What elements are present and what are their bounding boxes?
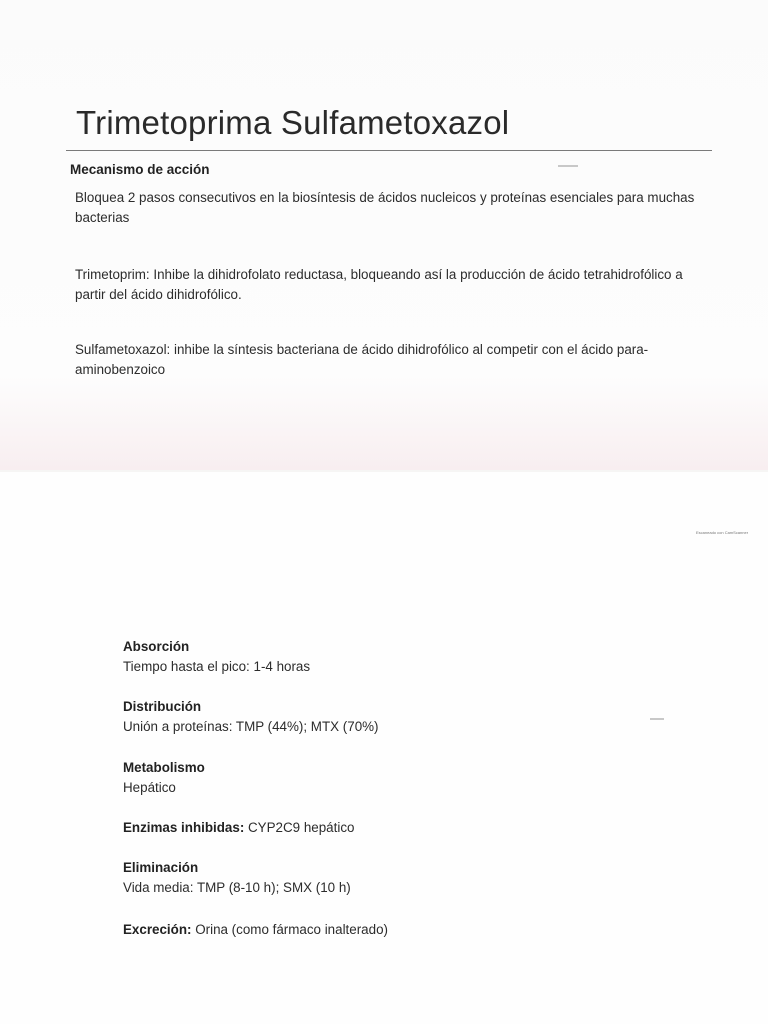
pk-eliminacion	[123, 858, 351, 898]
title-underline	[66, 150, 712, 151]
pk-enzimas	[123, 818, 354, 838]
pk-metabolismo-label: Metabolismo	[123, 760, 205, 775]
pk-metabolismo	[123, 758, 205, 798]
pk-absorcion	[123, 637, 310, 677]
pk-eliminacion-label: Eliminación	[123, 860, 199, 875]
pk-excrecion-value: Orina (como fármaco inalterado)	[195, 922, 388, 937]
paragraph-trimetoprim: Trimetoprim: Inhibe la dihidrofolato reductasa, bloqueando así la producción de ácido tetrahidrofólico a partir del ácido dihidrofólico.	[75, 267, 683, 302]
pk-excrecion-label: Excreción:	[123, 922, 192, 937]
page-title: Trimetoprima Sulfametoxazol	[76, 104, 510, 141]
pk-enzimas-label: Enzimas inhibidas:	[123, 820, 245, 835]
section-heading-mecanismo: Mecanismo de acción	[70, 162, 210, 177]
pk-distribucion-value: Unión a proteínas: TMP (44%); MTX (70%)	[123, 719, 379, 734]
pk-eliminacion-value: Vida media: TMP (8-10 h); SMX (10 h)	[123, 880, 351, 895]
paragraph-bloquea: Bloquea 2 pasos consecutivos en la biosíntesis de ácidos nucleicos y proteínas esenciales para muchas bacterias	[75, 190, 695, 225]
pk-absorcion-value: Tiempo hasta el pico: 1-4 horas	[123, 659, 311, 674]
pk-absorcion-label: Absorción	[123, 639, 190, 654]
pk-metabolismo-value: Hepático	[123, 780, 176, 795]
pk-excrecion	[123, 920, 388, 940]
scan-watermark: Escaneado con CamScanner	[696, 530, 749, 535]
pk-enzimas-value: CYP2C9 hepático	[248, 820, 355, 835]
paragraph-sulfametoxazol: Sulfametoxazol: inhibe la síntesis bacteriana de ácido dihidrofólico al competir con el ácido para-aminobenzoico	[75, 342, 649, 377]
scan-artifact	[558, 165, 578, 167]
pk-distribucion	[123, 697, 379, 737]
pk-distribucion-label: Distribución	[123, 699, 202, 714]
slide-farmacocinetica	[0, 472, 768, 1024]
scan-artifact	[650, 718, 664, 720]
slide-mecanismo	[0, 0, 768, 470]
